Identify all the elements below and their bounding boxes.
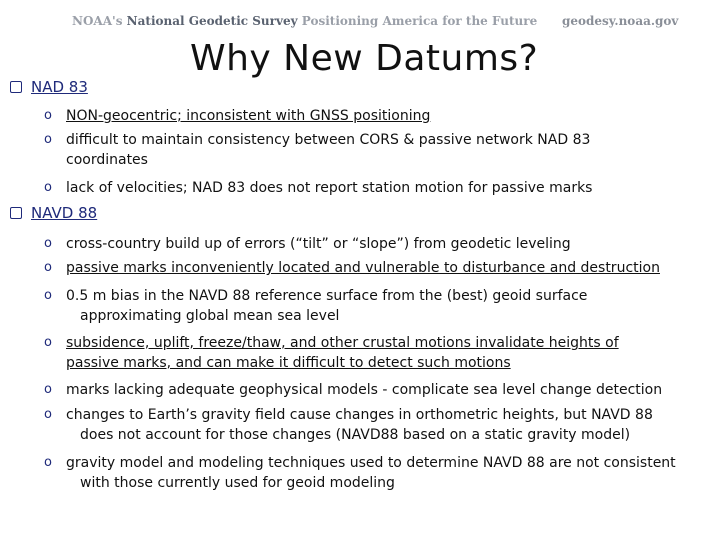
slide-title: Why New Datums? <box>190 38 539 79</box>
circle-bullet-icon: o <box>44 455 52 470</box>
section-heading-nad83 <box>10 78 88 96</box>
org-tagline: Positioning America for the Future <box>301 14 538 28</box>
list-item-text: difficult to maintain consistency between CORS & passive network NAD 83 <box>66 132 591 148</box>
list-item <box>44 380 720 400</box>
list-item <box>44 106 720 126</box>
checkbox-bullet-icon <box>10 81 22 93</box>
header-website: geodesy.noaa.gov <box>562 14 679 28</box>
section-heading-navd88 <box>10 204 97 222</box>
list-item <box>44 405 720 445</box>
circle-bullet-icon: o <box>44 180 52 195</box>
section-label: NAD 83 <box>31 78 88 96</box>
list-item-text: lack of velocities; NAD 83 does not report station motion for passive marks <box>66 180 593 196</box>
list-item <box>44 130 720 170</box>
checkbox-bullet-icon <box>10 207 22 219</box>
circle-bullet-icon: o <box>44 382 52 397</box>
list-item-continuation: approximating global mean sea level <box>80 308 340 324</box>
list-item-text: changes to Earth’s gravity field cause changes in orthometric heights, but NAVD 88 <box>66 407 653 423</box>
list-item-text: 0.5 m bias in the NAVD 88 reference surface from the (best) geoid surface <box>66 288 588 304</box>
org-prefix: NOAA's <box>72 14 123 28</box>
list-item-continuation: passive marks, and can make it difficult to detect such motions <box>66 355 511 371</box>
list-item <box>44 234 720 254</box>
circle-bullet-icon: o <box>44 335 52 350</box>
circle-bullet-icon: o <box>44 132 52 147</box>
list-item-text: cross-country build up of errors (“tilt” or “slope”) from geodetic leveling <box>66 236 571 252</box>
circle-bullet-icon: o <box>44 288 52 303</box>
list-item-text: passive marks inconveniently located and vulnerable to disturbance and destruction <box>66 260 660 276</box>
list-item-text: subsidence, uplift, freeze/thaw, and other crustal motions invalidate heights of <box>66 335 619 351</box>
circle-bullet-icon: o <box>44 236 52 251</box>
header-bar <box>0 0 720 40</box>
circle-bullet-icon: o <box>44 260 52 275</box>
list-item <box>44 258 720 278</box>
list-item-continuation: does not account for those changes (NAVD88 based on a static gravity model) <box>80 427 631 443</box>
list-item-text: marks lacking adequate geophysical models - complicate sea level change detection <box>66 382 663 398</box>
header-organization <box>72 14 537 28</box>
list-item-text: NON-geocentric; inconsistent with GNSS positioning <box>66 108 431 124</box>
org-name: National Geodetic Survey <box>126 14 298 28</box>
list-item-continuation: coordinates <box>66 152 148 168</box>
circle-bullet-icon: o <box>44 407 52 422</box>
list-item <box>44 453 720 493</box>
list-item-text: gravity model and modeling techniques used to determine NAVD 88 are not consistent <box>66 455 676 471</box>
circle-bullet-icon: o <box>44 108 52 123</box>
section-label: NAVD 88 <box>31 204 98 222</box>
list-item <box>44 178 720 198</box>
list-item <box>44 333 720 373</box>
list-item <box>44 286 720 326</box>
list-item-continuation: with those currently used for geoid modeling <box>80 475 395 491</box>
